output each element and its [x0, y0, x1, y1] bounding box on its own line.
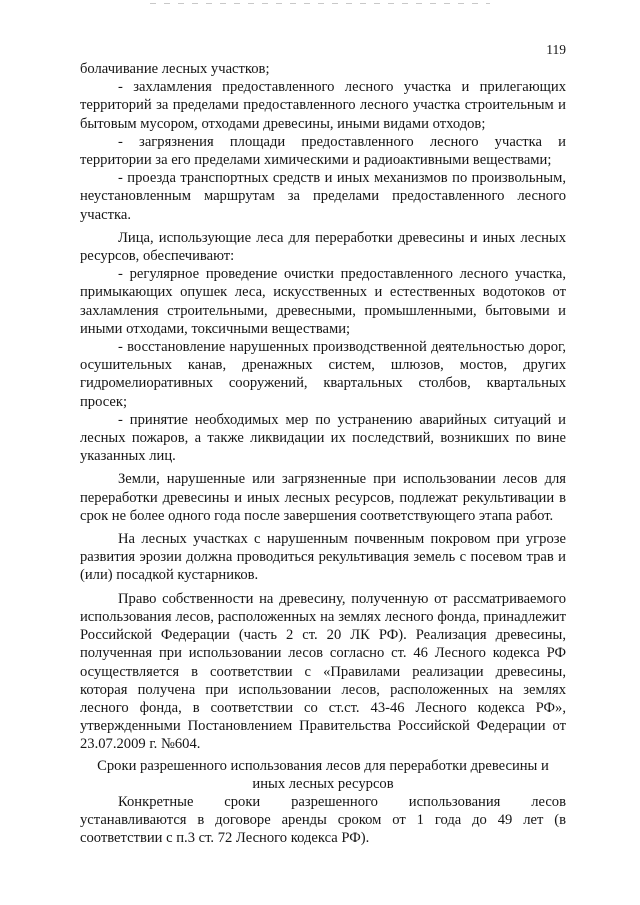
- list-item-dash: - регулярное проведение очистки предоставленного лесного участка, примыкающих опушек леса, искусственных и естественных водотоков от захламления строительными, древесными, промышленными, бытовыми и иными отходами, токсичными веществами;: [80, 266, 566, 337]
- document-body: [80, 60, 566, 848]
- paragraph: Право собственности на древесину, полученную от рассматриваемого использования лесов, расположенных на землях лесного фонда, принадлежит Российской Федерации (часть 2 ст. 20 ЛК РФ). Реализация древесины, полученная при использовании лесов согласно ст. 46 Лесного кодекса РФ осуществляется в соответствии с «Правилами реализации древесины, которая получена при использовании лесов, расположенных на землях лесного фонда, в соответствии со ст.ст. 43-46 Лесного кодекса РФ», утвержденными Постановлением Правительства Российской Федерации от 23.07.2009 г. №604.: [80, 590, 566, 753]
- list-item-dash: - загрязнения площади предоставленного лесного участка и территории за его пределами химическими и радиоактивными веществами;: [80, 133, 566, 169]
- paragraph: Земли, нарушенные или загрязненные при использовании лесов для переработки древесины и иных лесных ресурсов, подлежат рекультивации в срок не более одного года после завершения соответствующего этапа работ.: [80, 471, 566, 524]
- page-number: 119: [546, 42, 566, 57]
- paragraph: На лесных участках с нарушенным почвенным покровом при угрозе развития эрозии должна проводиться рекультивация земель с посевом трав и (или) посадкой кустарников.: [80, 531, 566, 584]
- scan-artifact-line: [150, 3, 490, 4]
- paragraph: болачивание лесных участков;: [80, 61, 270, 77]
- paragraph: Лица, использующие леса для переработки древесины и иных лесных ресурсов, обеспечивают:: [80, 229, 566, 265]
- paragraph: Конкретные сроки разрешенного использования лесов устанавливаются в договоре аренды сроком от 1 года до 49 лет (в соответствии с п.3 ст. 72 Лесного кодекса РФ).: [80, 793, 566, 847]
- section-heading: Сроки разрешенного использования лесов для переработки древесины и иных лесных ресурсов: [97, 757, 549, 792]
- list-item-dash: - принятие необходимых мер по устранению аварийных ситуаций и лесных пожаров, а также ликвидации их последствий, возникших по вине указанных лиц.: [80, 411, 566, 465]
- list-item-dash: - проезда транспортных средств и иных механизмов по произвольным, неустановленным маршрутам за пределами предоставленного лесного участка.: [80, 170, 566, 223]
- list-item-dash: - захламления предоставленного лесного участка и прилегающих территорий за пределами предоставленного лесного участка строительным и бытовым мусором, отходами древесины, иными видами отходов;: [80, 79, 566, 132]
- list-item-dash: - восстановление нарушенных производственной деятельностью дорог, осушительных канав, дренажных систем, шлюзов, мостов, других гидромелиоративных сооружений, квартальных столбов, квартальных просек;: [80, 339, 566, 410]
